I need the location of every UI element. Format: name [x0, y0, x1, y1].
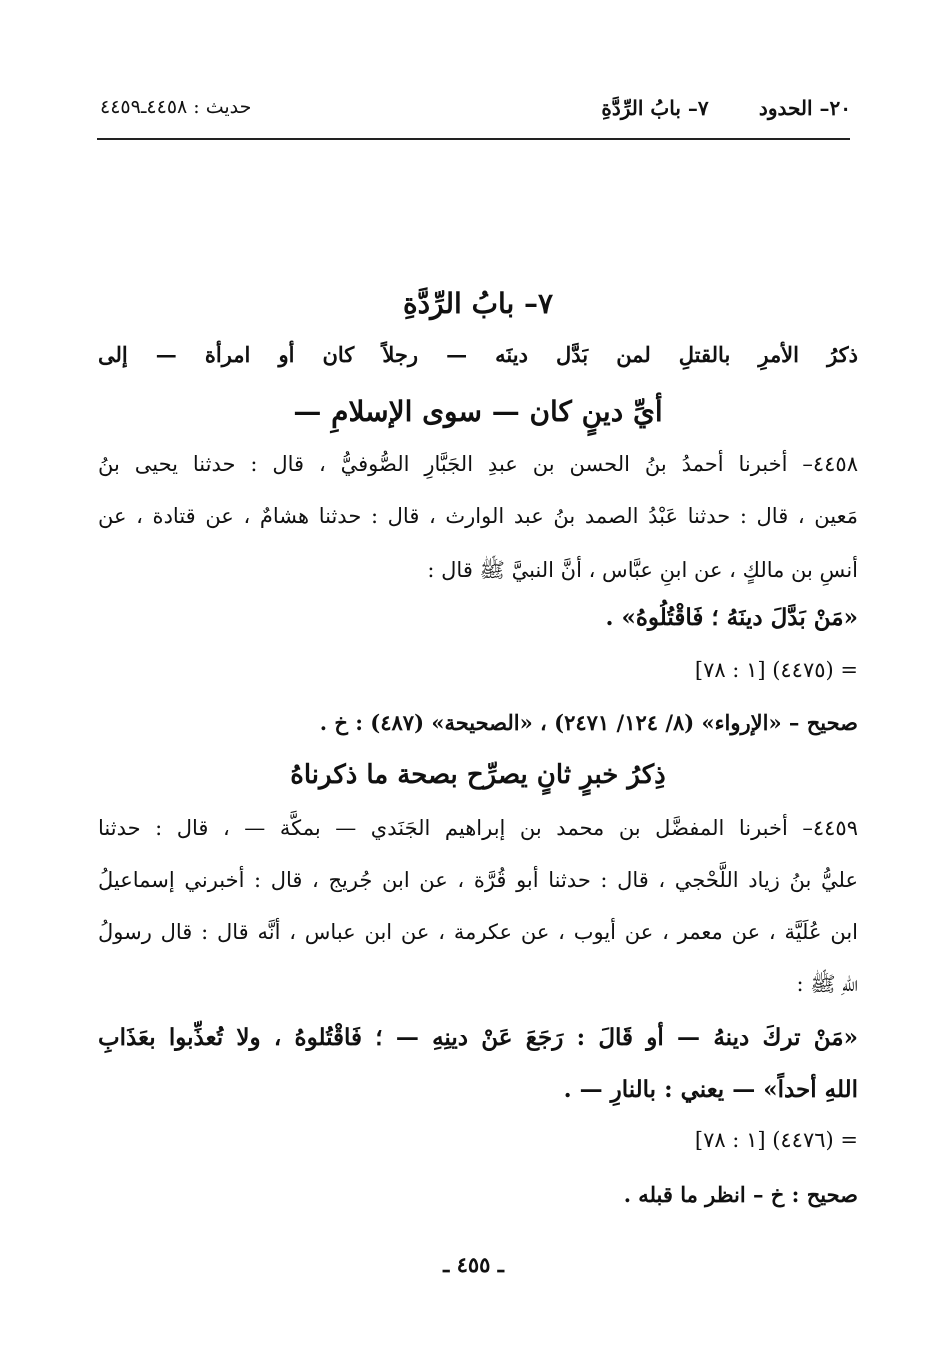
running-header-hadith-range: حديث : ٤٤٥٨ـ٤٤٥٩ — [100, 96, 252, 118]
hadith-4458-reference: = (٤٤٧٥) [١ : ٧٨] — [694, 658, 858, 682]
hadith-4459-line-2: عليُّ بنُ زياد اللَّحْجي ، قال : حدثنا أبو قُرَّة ، عن ابن جُريج ، قال : أخبرني إسماعيلُ — [98, 868, 858, 892]
hadith-4459-quote-line-2: اللهِ أحداً» — يعني : بالنارِ — . — [563, 1076, 858, 1103]
section-heading-line-1: ذكرُ الأمرِ بالقتلِ لمن بَدَّل دينَه — رجلاً كان أو امرأة — إلى — [98, 342, 858, 367]
hadith-4458-line-1: ٤٤٥٨– أخبرنا أحمدُ بنُ الحسن بن عبدِ الجَبَّارِ الصُّوفيُّ ، قال : حدثنا يحيى بنُ — [98, 452, 858, 476]
hadith-4459-reference: = (٤٤٧٦) [١ : ٧٨] — [694, 1128, 858, 1152]
hadith-4459-line-1: ٤٤٥٩– أخبرنا المفضَّل بن محمد بن إبراهيم الجَنَدي — بمكَّة — ، قال : حدثنا — [98, 816, 858, 840]
section-heading-2: ذِكرُ خبرٍ ثانٍ يصرِّح بصحة ما ذكرناهُ — [290, 760, 666, 790]
hadith-4458-line-3: أنسِ بن مالكٍ ، عن ابنِ عبَّاس ، أنَّ النبيَّ ﷺ قال : — [427, 558, 858, 582]
header-rule — [97, 138, 850, 140]
running-header-section: ٢٠– الحدود — [758, 96, 851, 120]
hadith-4459-quote-line-1: «مَنْ تركَ دينهُ — أو قَالَ : رَجَعَ عَنْ دينِهِ — ؛ فَاقْتُلوهُ ، ولا تُعذِّبوا بعَذَابِ — [98, 1024, 858, 1051]
hadith-4458-grading: صحيح – «الإرواء» (٨/ ١٢٤/ ٢٤٧١) ، «الصحيحة» (٤٨٧) : خ . — [319, 710, 858, 735]
hadith-4458-quote: «مَنْ بَدَّلَ دينَهُ ؛ فَاقْتُلُوهُ» . — [605, 604, 858, 631]
hadith-4458-line-2: مَعين ، قال : حدثنا عَبْدُ الصمد بنُ عبد الوارث ، قال : حدثنا هشامٌ ، عن قتادة ، عن — [98, 504, 858, 528]
running-header-chapter: ٧– بابُ الرِّدَّةِ — [601, 96, 709, 120]
page-number: ـ ٤٥٥ ـ — [443, 1252, 504, 1277]
hadith-4459-line-4: اللهِ ﷺ : — [796, 972, 858, 996]
section-heading-line-2: أيِّ دينٍ كان — سوى الإسلامِ — — [293, 395, 663, 428]
hadith-4459-line-3: ابن عُلَيَّة ، عن معمر ، عن أيوب ، عن عكرمة ، عن ابن عباس ، أنَّه قال : قال رسولُ — [98, 920, 858, 944]
chapter-title: ٧– بابُ الرِّدَّةِ — [402, 287, 554, 320]
hadith-4459-grading: صحيح : خ – انظر ما قبله . — [623, 1182, 858, 1207]
